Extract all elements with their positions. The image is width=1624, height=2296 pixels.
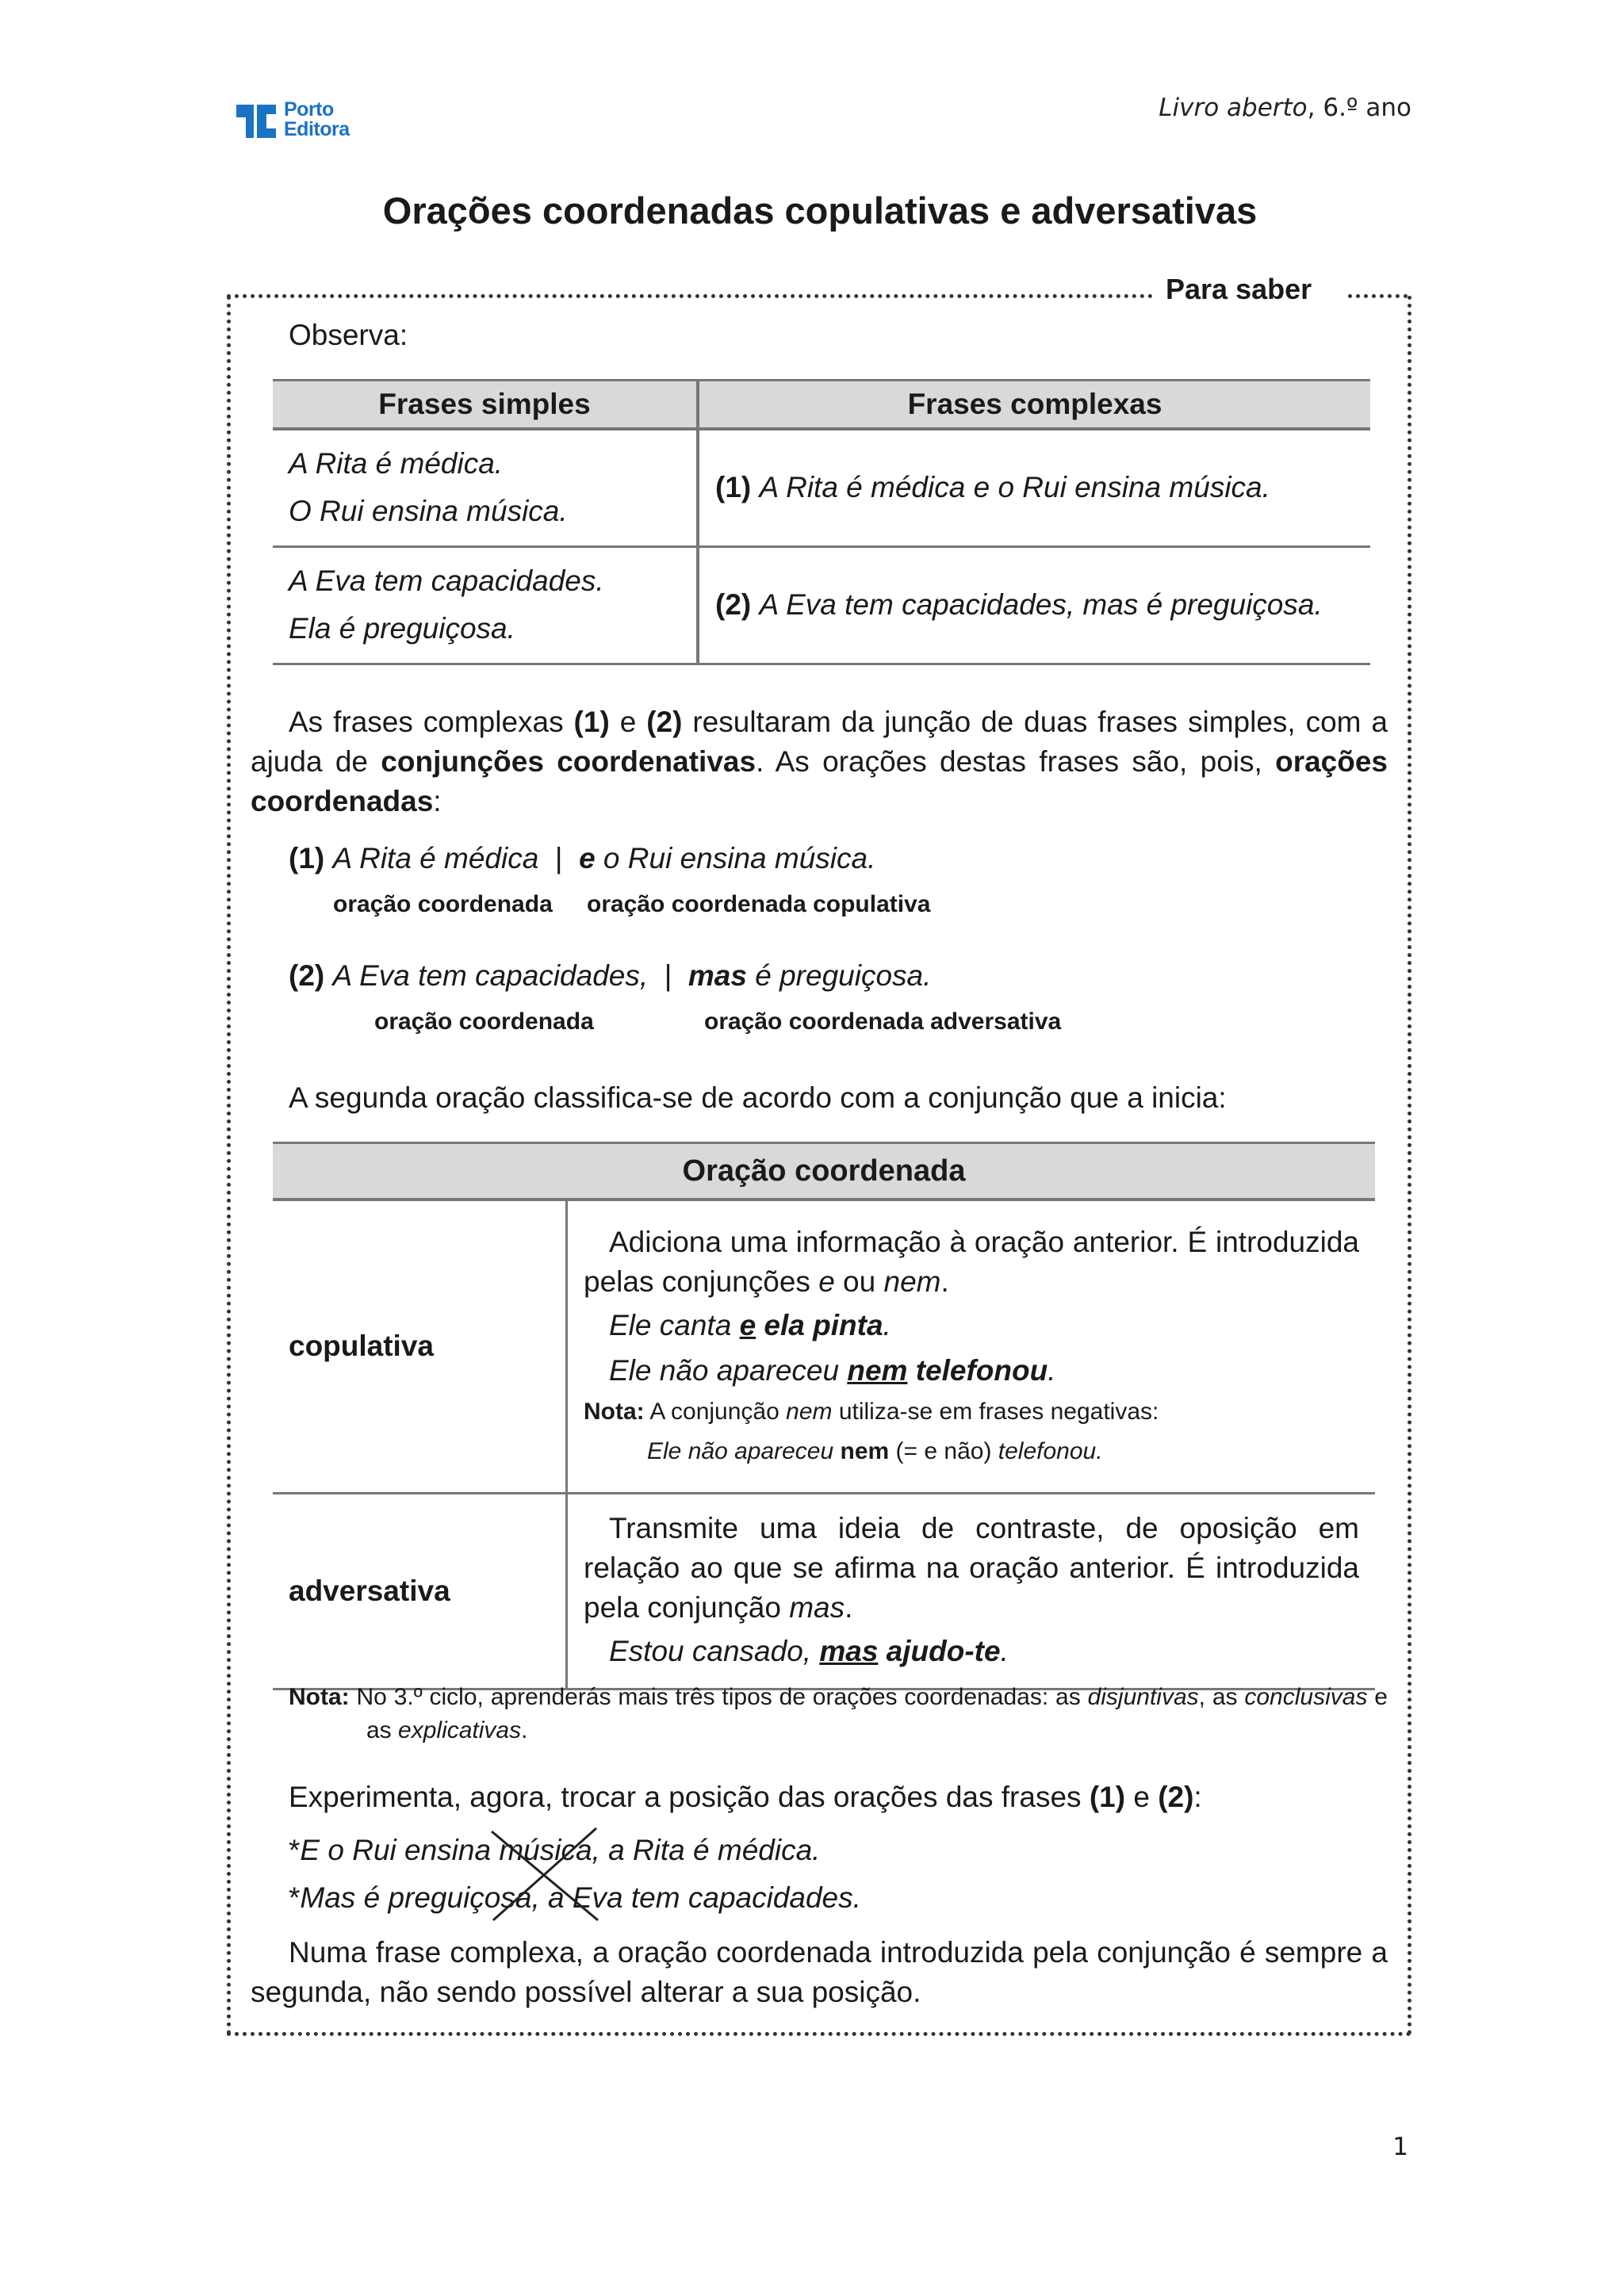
sentence-number: (1) — [715, 471, 752, 504]
table-row-adversativa — [273, 1493, 1375, 1689]
example-2: (2) A Eva tem capacidades, | mas é preguiçosa. — [289, 959, 932, 992]
publisher-logo — [235, 100, 362, 143]
type-label-copulativa: copulativa — [273, 1200, 567, 1493]
simple-sentence: Ela é preguiçosa. — [289, 612, 515, 645]
page-number: 1 — [1392, 2133, 1408, 2161]
header-simple: Frases simples — [273, 381, 698, 430]
example-1: (1) A Rita é médica | e o Rui ensina música. — [289, 842, 876, 874]
table-row — [273, 546, 1370, 664]
sentence-number: (2) — [715, 588, 752, 621]
table-row-copulativa — [273, 1200, 1375, 1493]
section-label: Para saber — [1166, 273, 1312, 305]
copulativa-example-2: Ele não apareceu nem telefonou. — [609, 1354, 1056, 1387]
observa-label: Observa: — [289, 319, 408, 351]
simple-sentence: A Rita é médica. — [289, 447, 504, 480]
example-1-label-1: oração coordenada — [333, 891, 553, 917]
conclusion-paragraph: Numa frase complexa, a oração coordenada introduzida pela conjunção é sempre a segunda, não sendo possível alterar a sua posição. — [251, 1936, 1388, 2008]
example-2-label-2: oração coordenada adversativa — [704, 1008, 1062, 1035]
header-complex: Frases complexas — [698, 381, 1370, 430]
copulativa-description: Adiciona uma informação à oração anterior. É introduzida pelas conjunções e ou nem. — [584, 1226, 1359, 1299]
porto-editora-logo-icon — [235, 103, 278, 140]
intro-paragraph: As frases complexas (1) e (2) resultaram da junção de duas frases simples, com a ajuda de conjunções coordenativas. As orações destas frases são, pois, orações coordenadas: — [251, 706, 1388, 817]
page-title: Orações coordenadas copulativas e adversativas — [382, 189, 1258, 232]
complex-sentence: A Eva tem capacidades, mas é preguiçosa. — [759, 588, 1323, 621]
book-reference: Livro aberto, 6.º ano — [1159, 94, 1411, 122]
simple-sentence: O Rui ensina música. — [289, 495, 568, 528]
logo-text: Porto Editora — [284, 98, 350, 140]
copulativa-note-example: Ele não apareceu nem (= e não) telefonou. — [647, 1438, 1103, 1465]
type-label-adversativa: adversativa — [273, 1493, 567, 1689]
example-2-label-1: oração coordenada — [374, 1008, 594, 1035]
copulativa-example-1: Ele canta e ela pinta. — [609, 1309, 891, 1342]
table2-header: Oração coordenada — [273, 1143, 1375, 1200]
adversativa-description: Transmite uma ideia de contraste, de oposição em relação ao que se afirma na oração anterior. É introduzida pela conjunção mas. — [584, 1511, 1359, 1624]
box-top-border-right — [1348, 294, 1408, 298]
incorrect-sentence-2: *Mas é preguiçosa, a Eva tem capacidades. — [289, 1881, 861, 1914]
copulativa-note: Nota: A conjunção nem utiliza-se em frases negativas: — [584, 1399, 1159, 1425]
sentences-table — [273, 379, 1370, 665]
incorrect-sentence-1: *E o Rui ensina música, a Rita é médica. — [289, 1834, 821, 1866]
adversativa-example: Estou cansado, mas ajudo-te. — [609, 1634, 1009, 1667]
cross-out-mark-icon — [485, 1823, 604, 1927]
simple-sentence: A Eva tem capacidades. — [289, 564, 604, 597]
table-row — [273, 429, 1370, 546]
box-top-border-left — [227, 294, 1153, 298]
coordination-types-table — [273, 1142, 1375, 1690]
example-1-label-2: oração coordenada copulativa — [587, 891, 931, 917]
classification-intro: A segunda oração classifica-se de acordo com a conjunção que a inicia: — [289, 1081, 1227, 1114]
ciclo-note: Nota: No 3.º ciclo, aprenderás mais três tipos de orações coordenadas: as disjuntivas, as conclusivas e as explicativas. — [289, 1684, 1388, 1743]
experimenta-instruction: Experimenta, agora, trocar a posição das orações das frases (1) e (2): — [289, 1781, 1202, 1813]
complex-sentence: A Rita é médica e o Rui ensina música. — [759, 471, 1270, 504]
